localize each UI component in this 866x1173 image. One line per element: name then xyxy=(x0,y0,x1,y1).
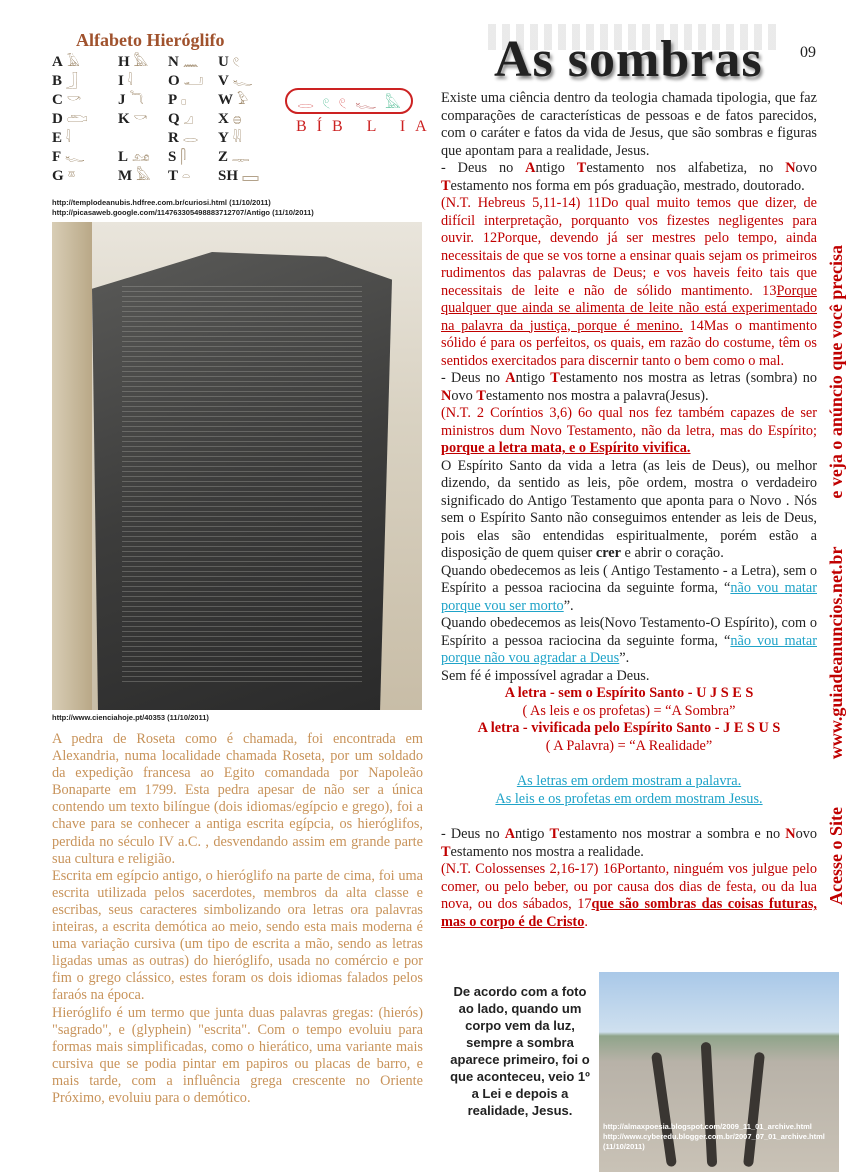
ad-right: e veja o anúncio que você precisa xyxy=(826,245,846,499)
alphabet-entry: R 𓂋 xyxy=(168,130,200,146)
jesus-line: A letra - vivificada pelo Espírito Santo - J E S U S xyxy=(477,720,781,736)
alphabet-entry: U 𓏲 xyxy=(218,54,241,70)
page-title: As sombras xyxy=(494,31,763,88)
hieroglyph-icon: 𓆓 xyxy=(129,92,145,107)
corintios-quote: (N.T. 2 Coríntios 3,6) 6o qual nos fez também capazes de ser ministros dum Novo Testamento, não da letra, mas do Espírito; porque a letra mata, e o Espírito vivifica. xyxy=(441,405,817,456)
hieroglyph-icon: 𓃀 xyxy=(66,73,79,88)
spirit-law-paragraph: Quando obedecemos as leis(Novo Testamento-O Espírito), com o Espírito a pessoa raciocina da seguinte forma, “não vou matar porque não vou agradar a Deus”. xyxy=(441,615,818,666)
alphabet-entry: G 𓎼 xyxy=(52,168,77,184)
shadow-source-1: http://almaxpoesia.blogspot.com/2009_11_01_archive.html xyxy=(603,1122,812,1131)
alphabet-entry: Y 𓇌 xyxy=(218,130,243,146)
shadow-line: ( As leis e os profetas) = “A Sombra” xyxy=(522,702,736,719)
alphabet-entry: M 𓅓 xyxy=(118,168,152,184)
hieroglyph-icon: 𓃭 xyxy=(132,149,151,164)
alphabet-entry: T 𓏏 xyxy=(168,168,192,184)
alphabet-entry: S 𓋴 xyxy=(168,149,187,165)
cartouche-image: 𓂋 𓏲 𓏲 𓆑 𓅓 xyxy=(285,88,413,114)
article-paragraph: Hieróglifo é um termo que junta duas palavras gregas: (hierós) "sagrado", e (glyphein) "escrita". Com o tempo evoluiu para formas mais simplificadas, como o hierático, uma variante mais cursiva que se podia pintar em papiros ou placas de barro, e mais tarde, com a influência grega crescente no Oriente Próximo, evoluiu para o demótico. xyxy=(52,1004,423,1106)
reality-line: ( A Palavra) = “A Realidade” xyxy=(545,737,713,754)
alphabet-entry: F 𓆑 xyxy=(52,149,86,165)
laws-order-line: As leis e os profetas em ordem mostram Jesus. xyxy=(495,790,763,807)
testament-paragraph-2: - Deus no Antigo Testamento nos mostra as letras (sombra) no Novo Testamento nos mostra a palavra(Jesus). xyxy=(441,370,817,404)
letters-order-line: As letras em ordem mostram a palavra. xyxy=(516,773,742,789)
hieroglyph-icon: 𓐍 xyxy=(232,111,243,126)
alphabet-entry: L 𓃭 xyxy=(118,149,151,165)
alphabet-entry: Q 𓈎 xyxy=(168,111,195,127)
hieroglyph-icon: 𓈙 xyxy=(242,168,260,183)
hieroglyph-icon: 𓇌 xyxy=(232,130,243,145)
hieroglyph-icon: 𓅓 xyxy=(133,54,150,69)
hieroglyph-icon: 𓇋 xyxy=(127,73,134,88)
alphabet-entry: E 𓇋 xyxy=(52,130,72,146)
spirit-paragraph: O Espírito Santo da vida a letra (as leis de Deus), ou melhor dizendo, da sentido as leis, põe ordem, mostra o verdadeiro significado do Antigo Testamento que aponta para o Novo . Nós sem o Espírito Santo não conseguimos entender as leis de Deus, pois elas são entendidas espiritualmente, porém estão a disposição de quem quiser crer e abrir o coração. xyxy=(441,457,817,561)
stone-source: http://www.cienciahoje.pt/40353 (11/10/2011) xyxy=(52,713,209,722)
rosetta-article xyxy=(52,731,423,1107)
faith-line: Sem fé é impossível agradar a Deus. xyxy=(441,667,650,684)
alphabet-entry xyxy=(118,128,122,148)
hieroglyph-icon: 𓄿 xyxy=(66,54,81,69)
hieroglyph-icon: 𓎡 xyxy=(66,92,82,107)
hieroglyph-icon: 𓏏 xyxy=(182,168,192,183)
hieroglyph-icon: 𓋴 xyxy=(180,149,187,164)
shadow-source-3: (11/10/2011) xyxy=(603,1142,645,1151)
alphabet-source-2: http://picasaweb.google.com/114763305498883712707/Antigo (11/10/2011) xyxy=(52,208,314,217)
alphabet-title: Alfabeto Hieróglifo xyxy=(76,30,225,50)
alphabet-entry: D 𓂧 xyxy=(52,111,89,127)
alphabet-entry: V 𓆑 xyxy=(218,73,254,89)
alphabet-entry: A 𓄿 xyxy=(52,54,81,70)
hebreus-quote: (N.T. Hebreus 5,11-14) 11Do qual muito temos que dizer, de difícil interpretação, porquanto vos fizestes negligentes para ouvir. 12Porque, devendo já ser mestres pelo tempo, ainda necessitais de que se vos torne a ensinar quais sejam os primeiros rudimentos das palavras de Deus; e vos haveis feito tais que necessitais de leite e não de sólido mantimento. 13Porque qualquer que ainda se alimenta de leite não está experimentado na palavra da justiça, porque é menino. 14Mas o mantimento sólido é para os perfeitos, os quais, em razão do costume, têm os sentidos exercitados para discernir tanto o bem como o mal. xyxy=(441,195,817,369)
hieroglyph-icon: 𓆑 xyxy=(65,149,86,164)
intro-paragraph: Existe uma ciência dentro da teologia chamada tipologia, que faz comparações de características de pessoas e de fatos parecidos, com o caráter e fatos da vida de Jesus, que são sombras e figuras que apontam para a realidade, Jesus. xyxy=(441,90,817,159)
hieroglyph-icon: 𓈖 xyxy=(182,54,200,69)
hieroglyph-icon: 𓆑 xyxy=(232,73,254,88)
shadows-photo xyxy=(599,972,839,1172)
hieroglyph-icon: 𓇋 xyxy=(66,130,72,145)
biblia-label: BÍB L IA xyxy=(296,118,437,135)
alphabet-entry: I 𓇋 xyxy=(118,73,134,89)
article-paragraph: Escrita em egípcio antigo, o hieróglifo na parte de cima, foi uma escrita utilizada pelos sacerdotes, membros da alta classe e escribas, seus caracteres simbolizando ora letras ora palavras inteiras, a escrita demótica ao meio, sendo esta mais moderna é uma variação cursiva (um tipo de escrita a mão, sendo as letras ligadas umas as outras) do hieróglifo, usada no comércio e por fim o grego clássico, estes foram os dois idiomas falados pelos faraós na época. xyxy=(52,867,423,1004)
colossenses-quote: (N.T. Colossenses 2,16-17) 16Portanto, ninguém vos julgue pelo comer, ou pelo beber, ou por causa dos dias de festa, ou da lua nova, ou dos sábados, 17que são sombras das coisas futuras, mas o corpo é de Cristo. xyxy=(441,861,817,930)
hieroglyph-icon: 𓂝 xyxy=(183,73,205,88)
hieroglyph-icon: 𓏲 xyxy=(232,54,241,69)
shadow-source-2: http://www.cyberedu.blogger.com.br/2007_07_01_archive.html xyxy=(603,1132,825,1141)
hieroglyph-icon: 𓎡 xyxy=(133,111,149,126)
testament-paragraph-1: - Deus no Antigo Testamento nos alfabetiza, no Novo Testamento nos forma em pós graduação, mestrado, doutorado. xyxy=(441,160,817,194)
shadow-caption: De acordo com a foto ao lado, quando um corpo vem da luz, sempre a sombra aparece primeiro, foi o que aconteceu, veio 1º a Lei e depois a realidade, Jesus. xyxy=(450,984,590,1118)
hieroglyph-icon: 𓂋 xyxy=(182,130,200,145)
hieroglyph-icon: 𓊃 xyxy=(232,149,251,164)
hieroglyph-icon: 𓈎 xyxy=(183,111,195,126)
vertical-ad xyxy=(826,245,847,905)
hieroglyph-icon: 𓊪 xyxy=(181,92,188,107)
rosetta-stone-photo xyxy=(52,222,422,710)
alphabet-source-1: http://templodeanubis.hdfree.com.br/curiosi.html (11/10/2011) xyxy=(52,198,271,207)
alphabet-entry: W 𓅱 xyxy=(218,92,250,108)
alphabet-entry: X 𓐍 xyxy=(218,111,243,127)
law-paragraph: Quando obedecemos as leis ( Antigo Testamento - a Letra), sem o Espírito a pessoa raciocina da seguinte forma, “não vou matar porque vou ser morto”. xyxy=(441,562,818,614)
alphabet-entry: H 𓅓 xyxy=(118,54,150,70)
ad-left: Acesse o Site xyxy=(826,807,846,905)
alphabet-entry: Z 𓊃 xyxy=(218,149,251,165)
testament-paragraph-3: - Deus no Antigo Testamento nos mostrar a sombra e no Novo Testamento nos mostra a realidade. xyxy=(441,826,818,860)
article-paragraph: A pedra de Roseta como é chamada, foi encontrada em Alexandria, numa localidade chamada Roseta, por um soldado da expedição francesa ao Egito comandada por Napoleão Bonaparte em 1799. Esta pedra apesar de não ser a única contendo um texto bilíngue (dois idiomas/egípcio e grego), foi a chave para se conhecer a antiga escrita egípcia, os hieróglifos, perdida no século IV a.C. , desvendando assim em grande parte sua cultura e religião. xyxy=(52,731,423,867)
alphabet-entry: P 𓊪 xyxy=(168,92,188,108)
main-text-column xyxy=(441,90,817,931)
alphabet-entry: K 𓎡 xyxy=(118,111,149,127)
hieroglyph-icon: 𓅓 xyxy=(136,168,152,183)
alphabet-entry: C 𓎡 xyxy=(52,92,82,108)
page-number: 09 xyxy=(800,44,816,61)
hieroglyph-icon: 𓂧 xyxy=(66,111,89,126)
ad-site-link[interactable]: www.guiadeanuncios.net.br xyxy=(826,546,846,760)
alphabet-entry: SH 𓈙 xyxy=(218,168,260,184)
alphabet-entry: J 𓆓 xyxy=(118,92,145,108)
alphabet-entry: O 𓂝 xyxy=(168,73,205,89)
alphabet-entry: N 𓈖 xyxy=(168,54,200,70)
hieroglyph-icon: 𓎼 xyxy=(67,168,77,183)
hieroglyph-icon: 𓅱 xyxy=(237,92,250,107)
alphabet-entry: B 𓃀 xyxy=(52,73,79,89)
letter-line: A letra - sem o Espírito Santo - U J S E S xyxy=(504,685,754,701)
